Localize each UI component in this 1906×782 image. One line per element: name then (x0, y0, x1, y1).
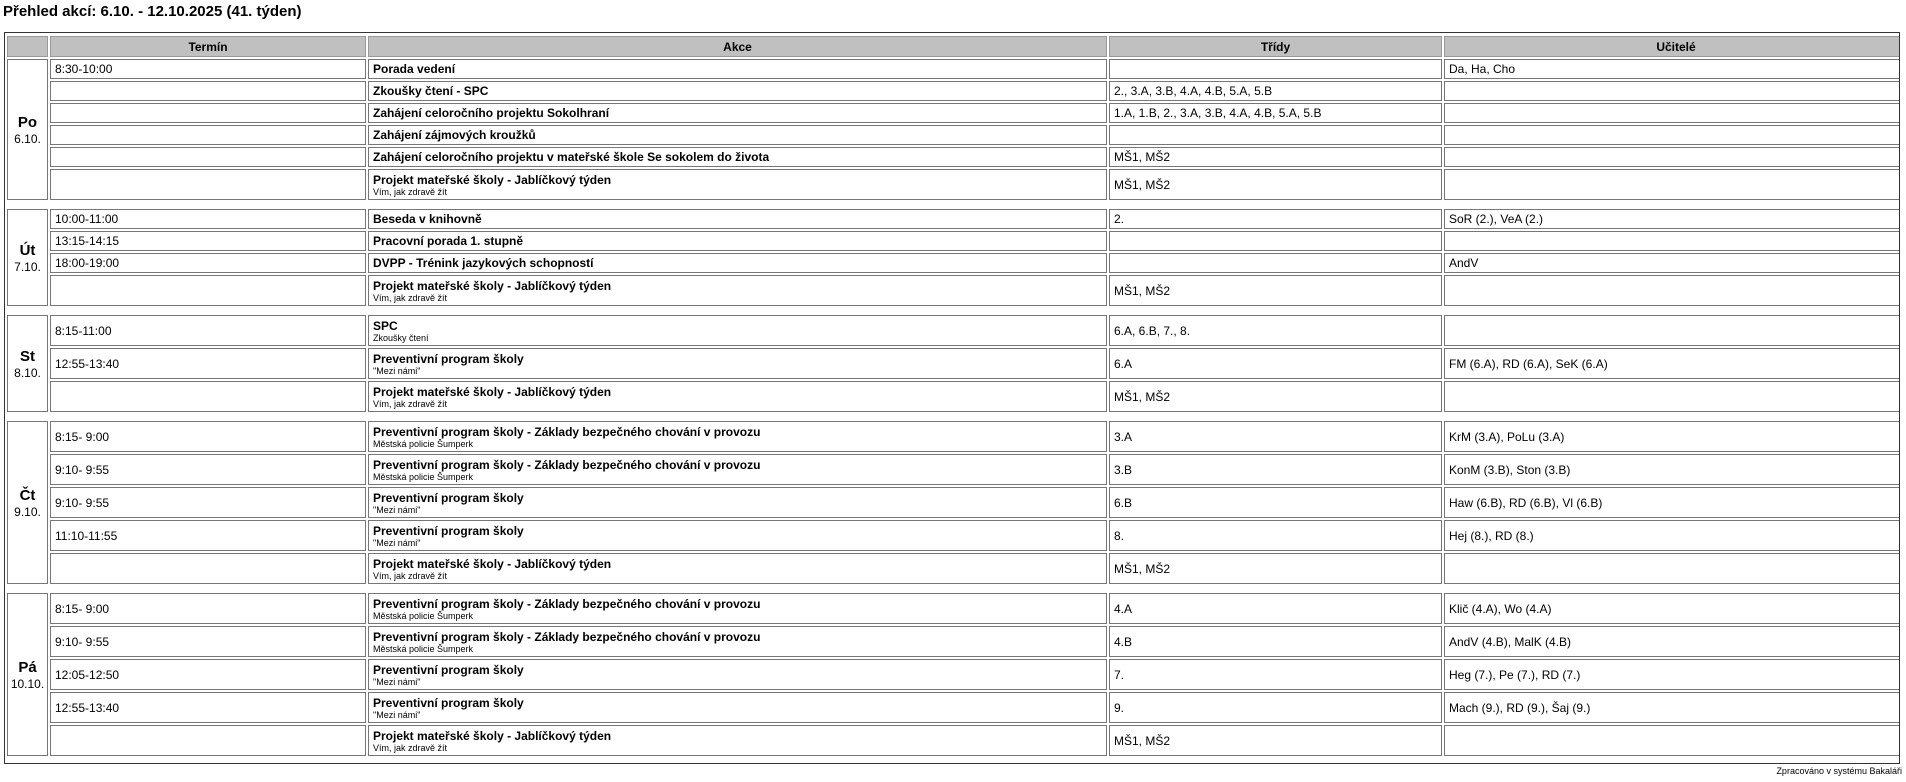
table-row (7, 103, 1900, 123)
classes-cell: 3.A (1109, 421, 1442, 452)
header-termin: Termín (50, 36, 366, 57)
event-title: Zahájení celoročního projektu Sokolhraní (373, 106, 610, 120)
classes-cell (1109, 125, 1442, 145)
teachers-cell (1444, 381, 1900, 412)
time-cell (50, 125, 366, 145)
event-cell (368, 421, 1107, 452)
table-row (7, 659, 1900, 690)
event-subtitle: Vím, jak zdravě žít (373, 398, 448, 409)
teachers-cell (1444, 315, 1900, 346)
classes-cell: 2. (1109, 209, 1442, 229)
classes-cell (1109, 231, 1442, 251)
day-date: 8.10. (14, 365, 41, 380)
header-ucitele: Učitelé (1444, 36, 1900, 57)
time-cell (50, 169, 366, 200)
day-cell (7, 59, 48, 200)
header-tridy: Třídy (1109, 36, 1442, 57)
classes-cell: 4.A (1109, 593, 1442, 624)
event-title: Pracovní porada 1. stupně (373, 234, 524, 248)
event-cell (368, 659, 1107, 690)
classes-cell: MŠ1, MŠ2 (1109, 381, 1442, 412)
table-row (7, 209, 1900, 229)
time-cell: 13:15-14:15 (50, 231, 366, 251)
time-cell: 10:00-11:00 (50, 209, 366, 229)
teachers-cell (1444, 147, 1900, 167)
event-title: Preventivní program školy (373, 490, 524, 505)
classes-cell: MŠ1, MŠ2 (1109, 275, 1442, 306)
table-row (7, 593, 1900, 624)
teachers-cell (1444, 103, 1900, 123)
day-date: 7.10. (14, 259, 41, 274)
classes-cell: MŠ1, MŠ2 (1109, 553, 1442, 584)
time-cell (50, 381, 366, 412)
day-date: 9.10. (14, 504, 41, 519)
event-cell (368, 81, 1107, 101)
time-cell: 8:15- 9:00 (50, 593, 366, 624)
classes-cell: 3.B (1109, 454, 1442, 485)
day-separator (7, 414, 1900, 419)
time-cell: 11:10-11:55 (50, 520, 366, 551)
teachers-cell: KrM (3.A), PoLu (3.A) (1444, 421, 1900, 452)
time-cell (50, 81, 366, 101)
day-name: Po (17, 113, 38, 131)
event-title: Preventivní program školy (373, 695, 524, 710)
day-name: Út (19, 241, 36, 259)
teachers-cell: AndV (4.B), MalK (4.B) (1444, 626, 1900, 657)
time-cell: 12:55-13:40 (50, 348, 366, 379)
time-cell: 8:30-10:00 (50, 59, 366, 79)
page-title: Přehled akcí: 6.10. - 12.10.2025 (41. týden) (3, 3, 302, 20)
teachers-cell (1444, 275, 1900, 306)
classes-cell: MŠ1, MŠ2 (1109, 169, 1442, 200)
teachers-cell: KonM (3.B), Ston (3.B) (1444, 454, 1900, 485)
teachers-cell (1444, 81, 1900, 101)
event-title: Preventivní program školy (373, 351, 524, 366)
time-cell: 8:15- 9:00 (50, 421, 366, 452)
time-cell (50, 553, 366, 584)
table-row (7, 231, 1900, 251)
event-subtitle: Městská policie Šumperk (373, 610, 474, 621)
event-title: Projekt mateřské školy - Jablíčkový týden (373, 172, 612, 187)
time-cell: 18:00-19:00 (50, 253, 366, 273)
event-subtitle: "Mezi námi" (373, 676, 421, 687)
classes-cell: 7. (1109, 659, 1442, 690)
event-cell (368, 487, 1107, 518)
event-cell (368, 169, 1107, 200)
classes-cell: 2., 3.A, 3.B, 4.A, 4.B, 5.A, 5.B (1109, 81, 1442, 101)
table-row (7, 381, 1900, 412)
day-cell (7, 421, 48, 584)
event-cell (368, 454, 1107, 485)
classes-cell (1109, 253, 1442, 273)
teachers-cell: Haw (6.B), RD (6.B), Vl (6.B) (1444, 487, 1900, 518)
teachers-cell (1444, 725, 1900, 756)
time-cell: 9:10- 9:55 (50, 487, 366, 518)
event-title: Preventivní program školy - Základy bezpečného chování v provozu (373, 457, 761, 472)
teachers-cell: FM (6.A), RD (6.A), SeK (6.A) (1444, 348, 1900, 379)
event-cell (368, 103, 1107, 123)
events-table-frame (4, 32, 1900, 764)
table-row (7, 454, 1900, 485)
event-title: Projekt mateřské školy - Jablíčkový týden (373, 556, 612, 571)
classes-cell: 4.B (1109, 626, 1442, 657)
teachers-cell: Da, Ha, Cho (1444, 59, 1900, 79)
table-header-row (7, 36, 1900, 57)
event-cell (368, 381, 1107, 412)
header-day (7, 36, 48, 57)
classes-cell: 6.B (1109, 487, 1442, 518)
time-cell: 9:10- 9:55 (50, 626, 366, 657)
teachers-cell: Mach (9.), RD (9.), Šaj (9.) (1444, 692, 1900, 723)
event-cell (368, 59, 1107, 79)
events-table (5, 34, 1900, 758)
event-subtitle: Vím, jak zdravě žít (373, 292, 448, 303)
table-row (7, 253, 1900, 273)
time-cell: 8:15-11:00 (50, 315, 366, 346)
teachers-cell: AndV (1444, 253, 1900, 273)
event-subtitle: "Mezi námi" (373, 365, 421, 376)
event-title: Porada vedení (373, 62, 456, 76)
event-cell (368, 275, 1107, 306)
event-title: Preventivní program školy - Základy bezpečného chování v provozu (373, 596, 761, 611)
table-row (7, 421, 1900, 452)
event-title: Preventivní program školy (373, 523, 524, 538)
day-name: Pá (18, 658, 37, 676)
table-row (7, 348, 1900, 379)
event-cell (368, 692, 1107, 723)
teachers-cell (1444, 231, 1900, 251)
time-cell (50, 275, 366, 306)
classes-cell: MŠ1, MŠ2 (1109, 725, 1442, 756)
table-row (7, 125, 1900, 145)
day-separator (7, 308, 1900, 313)
event-title: Projekt mateřské školy - Jablíčkový týden (373, 728, 612, 743)
time-cell: 9:10- 9:55 (50, 454, 366, 485)
classes-cell (1109, 59, 1442, 79)
event-cell (368, 593, 1107, 624)
classes-cell: 6.A, 6.B, 7., 8. (1109, 315, 1442, 346)
event-subtitle: Vím, jak zdravě žít (373, 742, 448, 753)
event-title: Zkoušky čtení - SPC (373, 84, 489, 98)
time-cell (50, 147, 366, 167)
event-title: Projekt mateřské školy - Jablíčkový týden (373, 278, 612, 293)
event-subtitle: Městská policie Šumperk (373, 643, 474, 654)
event-subtitle: "Mezi námi" (373, 504, 421, 515)
event-cell (368, 147, 1107, 167)
teachers-cell (1444, 125, 1900, 145)
teachers-cell: Klič (4.A), Wo (4.A) (1444, 593, 1900, 624)
teachers-cell (1444, 553, 1900, 584)
day-name: St (20, 347, 35, 365)
table-row (7, 553, 1900, 584)
event-subtitle: Městská policie Šumperk (373, 471, 474, 482)
table-row (7, 59, 1900, 79)
event-title: Zahájení zájmových kroužků (373, 128, 536, 142)
event-title: Preventivní program školy (373, 662, 524, 677)
event-title: Preventivní program školy - Základy bezpečného chování v provozu (373, 629, 761, 644)
event-cell (368, 209, 1107, 229)
event-title: Beseda v knihovně (373, 212, 482, 226)
day-date: 6.10. (14, 131, 41, 146)
day-cell (7, 593, 48, 756)
event-title: DVPP - Trénink jazykových schopností (373, 256, 594, 270)
time-cell (50, 103, 366, 123)
day-separator (7, 202, 1900, 207)
event-subtitle: Městská policie Šumperk (373, 438, 474, 449)
teachers-cell (1444, 169, 1900, 200)
table-row (7, 275, 1900, 306)
time-cell: 12:55-13:40 (50, 692, 366, 723)
event-subtitle: Vím, jak zdravě žít (373, 570, 448, 581)
event-title: SPC (373, 318, 398, 333)
classes-cell: 1.A, 1.B, 2., 3.A, 3.B, 4.A, 4.B, 5.A, 5.B (1109, 103, 1442, 123)
event-cell (368, 231, 1107, 251)
teachers-cell: SoR (2.), VeA (2.) (1444, 209, 1900, 229)
day-name: Čt (19, 486, 36, 504)
table-row (7, 487, 1900, 518)
teachers-cell: Heg (7.), Pe (7.), RD (7.) (1444, 659, 1900, 690)
event-cell (368, 315, 1107, 346)
classes-cell: 9. (1109, 692, 1442, 723)
event-cell (368, 520, 1107, 551)
table-row (7, 725, 1900, 756)
table-row (7, 692, 1900, 723)
teachers-cell: Hej (8.), RD (8.) (1444, 520, 1900, 551)
event-title: Preventivní program školy - Základy bezpečného chování v provozu (373, 424, 761, 439)
event-subtitle: Zkoušky čtení (373, 332, 429, 343)
classes-cell: 6.A (1109, 348, 1442, 379)
footer-credit: Zpracováno v systému Bakaláři (1776, 766, 1902, 776)
event-cell (368, 348, 1107, 379)
time-cell (50, 725, 366, 756)
time-cell: 12:05-12:50 (50, 659, 366, 690)
event-cell (368, 253, 1107, 273)
table-row (7, 626, 1900, 657)
event-cell (368, 125, 1107, 145)
event-subtitle: Vím, jak zdravě žít (373, 186, 448, 197)
day-cell (7, 209, 48, 306)
event-title: Projekt mateřské školy - Jablíčkový týden (373, 384, 612, 399)
event-cell (368, 553, 1107, 584)
event-subtitle: "Mezi námi" (373, 709, 421, 720)
day-date: 10.10. (10, 676, 45, 691)
event-title: Zahájení celoročního projektu v mateřské škole Se sokolem do života (373, 150, 770, 164)
header-akce: Akce (368, 36, 1107, 57)
table-row (7, 169, 1900, 200)
table-row (7, 520, 1900, 551)
day-separator (7, 586, 1900, 591)
table-row (7, 315, 1900, 346)
classes-cell: MŠ1, MŠ2 (1109, 147, 1442, 167)
event-subtitle: "Mezi námi" (373, 537, 421, 548)
classes-cell: 8. (1109, 520, 1442, 551)
table-row (7, 147, 1900, 167)
event-cell (368, 725, 1107, 756)
event-cell (368, 626, 1107, 657)
day-cell (7, 315, 48, 412)
table-row (7, 81, 1900, 101)
